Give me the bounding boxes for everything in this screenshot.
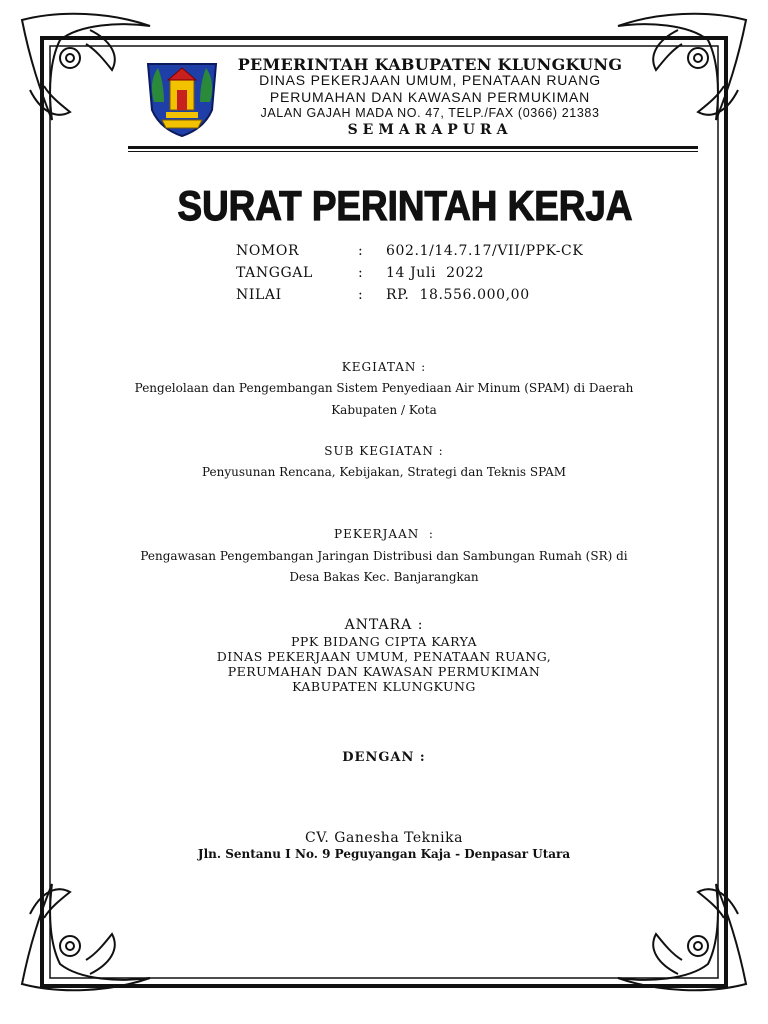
- meta-value-nilai: RP. 18.556.000,00: [386, 287, 530, 303]
- kegiatan-line-2: Kabupaten / Kota: [331, 403, 437, 417]
- dengan-heading: DENGAN :: [342, 750, 426, 765]
- meta-label-nomor: NOMOR: [236, 243, 300, 259]
- antara-heading: ANTARA :: [344, 617, 424, 633]
- meta-sep-tanggal: :: [358, 265, 364, 281]
- kegiatan-line-1: Pengelolaan dan Pengembangan Sistem Penyediaan Air Minum (SPAM) di Daerah: [134, 381, 634, 395]
- document-title-text: SURAT PERINTAH KERJA: [177, 182, 633, 229]
- antara-line-4: KABUPATEN KLUNGKUNG: [292, 679, 476, 694]
- contractor-name: CV. Ganesha Teknika: [305, 830, 463, 846]
- meta-sep-nomor: :: [358, 243, 364, 259]
- letterhead-government: PEMERINTAH KABUPATEN KLUNGKUNG: [237, 55, 623, 74]
- meta-value-tanggal: 14 Juli 2022: [386, 265, 485, 281]
- letterhead-address: JALAN GAJAH MADA NO. 47, TELP./FAX (0366) 21383: [260, 106, 600, 120]
- sub-kegiatan-line-1: Penyusunan Rencana, Kebijakan, Strategi dan Teknis SPAM: [201, 465, 567, 479]
- meta-value-nomor: 602.1/14.7.17/VII/PPK-CK: [386, 243, 584, 259]
- letterhead-department-cont: PERUMAHAN DAN KAWASAN PERMUKIMAN: [269, 89, 591, 105]
- letterhead-city: SEMARAPURA: [347, 122, 513, 138]
- letterhead-rule-thick: [128, 146, 698, 149]
- meta-sep-nilai: :: [358, 287, 364, 303]
- sub-kegiatan-heading: SUB KEGIATAN :: [324, 444, 444, 458]
- letterhead-rule-thin: [128, 151, 698, 152]
- antara-line-2: DINAS PEKERJAAN UMUM, PENATAAN RUANG,: [216, 649, 552, 664]
- antara-line-1: PPK BIDANG CIPTA KARYA: [291, 634, 477, 649]
- pekerjaan-heading: PEKERJAAN :: [334, 527, 434, 541]
- letterhead-department: DINAS PEKERJAAN UMUM, PENATAAN RUANG: [259, 72, 601, 88]
- kegiatan-heading: KEGIATAN :: [341, 360, 427, 374]
- antara-line-3: PERUMAHAN DAN KAWASAN PERMUKIMAN: [227, 664, 541, 679]
- pekerjaan-line-1: Pengawasan Pengembangan Jaringan Distribusi dan Sambungan Rumah (SR) di: [140, 549, 628, 563]
- meta-label-nilai: NILAI: [236, 287, 282, 303]
- meta-label-tanggal: TANGGAL: [236, 265, 313, 281]
- contractor-address: Jln. Sentanu I No. 9 Peguyangan Kaja - Denpasar Utara: [197, 847, 571, 861]
- document-title: [170, 178, 640, 230]
- pekerjaan-line-2: Desa Bakas Kec. Banjarangkan: [289, 570, 479, 584]
